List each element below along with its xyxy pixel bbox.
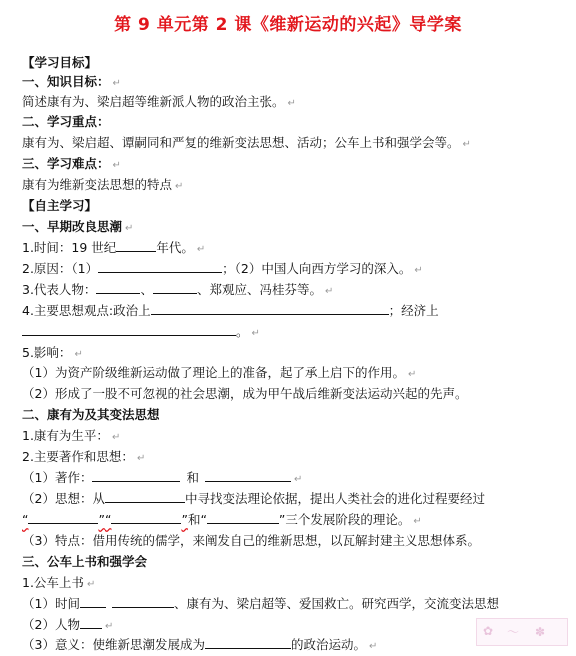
fill-blank[interactable] (80, 595, 106, 608)
paragraph-mark: ↵ (462, 139, 471, 150)
paragraph-mark: ↵ (293, 474, 303, 485)
prompt-text: （2）思想：从 (22, 491, 105, 506)
prompt-text: 5.影响： (22, 345, 72, 360)
difficulty-heading (22, 155, 121, 175)
body-text: （1）为资产阶级维新运动做了理论上的准备，起了承上启下的作用。 (22, 365, 405, 380)
heading-text: 一、早期改良思潮 (22, 219, 123, 234)
prompt-text: 3.代表人物： (22, 282, 97, 297)
paragraph-mark: ↵ (86, 579, 96, 590)
key-point-heading (22, 113, 110, 131)
fill-blank[interactable] (112, 595, 174, 608)
prompt-text: 2.原因：（1） (22, 261, 99, 276)
three-stages-blanks (22, 512, 188, 527)
kang-heading (22, 406, 160, 424)
q-thought (22, 490, 485, 508)
q-impact (22, 344, 83, 364)
prompt-text: 。 (236, 324, 249, 339)
q-people (22, 281, 333, 301)
fill-blank[interactable] (153, 281, 197, 294)
difficulty-text (22, 176, 183, 196)
prompt-text: ；（2）中国人向西方学习的深入。 (222, 261, 412, 276)
fill-blank[interactable] (98, 260, 222, 273)
page-title: 第 9 单元第 2 课《维新运动的兴起》导学案 (114, 15, 462, 35)
fill-blank[interactable] (105, 490, 185, 503)
prompt-text: 2.主要著作和思想： (22, 449, 134, 464)
q-reason (22, 260, 423, 280)
fill-blank[interactable] (96, 281, 140, 294)
heading-text: 二、学习重点： (22, 114, 110, 129)
fill-blank[interactable] (92, 469, 180, 482)
fill-blank[interactable] (116, 239, 156, 252)
paragraph-mark: ↵ (414, 265, 423, 276)
heading-text: 三、公车上书和强学会 (22, 554, 148, 569)
paragraph-mark: ↵ (287, 98, 296, 109)
watermark-stamp: ✿ 〜 ✽ (476, 618, 568, 646)
body-text: 康有为、梁启超、谭嗣同和严复的维新变法思想、活动；公车上书和强学会等。 (22, 135, 460, 150)
section-self-study (22, 197, 97, 215)
q-gongche-people (22, 616, 113, 636)
body-text: 康有为维新变法思想的特点 (22, 177, 173, 192)
body-text: （2）形成了一股不可忽视的社会思潮，成为甲午战后维新变法运动兴起的先声。 (22, 386, 468, 401)
paragraph-mark: ↵ (125, 223, 134, 234)
fill-blank[interactable] (207, 511, 279, 524)
prompt-text: ”三个发展阶段的理论。 (278, 512, 411, 527)
q-time (22, 239, 205, 259)
prompt-text: 和 (186, 470, 199, 485)
paragraph-mark: ↵ (175, 181, 184, 192)
q-views-cont (22, 323, 260, 343)
prompt-text: 、 (140, 282, 153, 297)
q-gongche-meaning (22, 636, 377, 656)
q-gongche (22, 574, 95, 594)
q-gongche-time (22, 595, 499, 613)
prompt-text: ；经济上 (388, 303, 439, 318)
body-text: （3）特点：借用传统的儒学，来阐发自己的维新思想，以瓦解封建主义思想体系。 (22, 533, 480, 548)
paragraph-mark: ↵ (324, 286, 334, 297)
section-header: 【学习目标】 (22, 55, 98, 70)
prompt-text: ” (181, 512, 188, 527)
paragraph-mark: ↵ (407, 369, 417, 380)
gongche-heading (22, 553, 147, 571)
paragraph-mark: ↵ (112, 160, 121, 171)
prompt-text: 年代。 (156, 240, 194, 255)
fill-blank[interactable] (205, 636, 291, 649)
heading-text: 一、知识目标： (22, 74, 110, 89)
paragraph-mark: ↵ (413, 516, 422, 527)
prompt-text: 1.时间：19 世纪 (22, 240, 117, 255)
prompt-text: 、郑观应、冯桂芬等。 (196, 282, 322, 297)
fill-blank[interactable] (28, 511, 98, 524)
section-learning-goals (22, 54, 97, 72)
prompt-text: 的政治运动。 (290, 637, 366, 652)
impact-2 (22, 385, 467, 403)
fill-blank[interactable] (22, 323, 236, 336)
q-works-books (22, 469, 302, 489)
fill-blank[interactable] (80, 616, 102, 629)
q-views (22, 302, 439, 320)
fill-blank[interactable] (151, 302, 389, 315)
fill-blank[interactable] (205, 469, 291, 482)
knowledge-goal-heading (22, 73, 121, 93)
prompt-text: 、康有为、梁启超等、爱国救亡。研究西学，交流变法思想 (173, 596, 499, 611)
q-thought-stages (22, 511, 422, 531)
paragraph-mark: ↵ (368, 641, 378, 652)
paragraph-mark: ↵ (196, 244, 206, 255)
body-text: 简述康有为、梁启超等维新派人物的政治主张。 (22, 94, 285, 109)
q-works (22, 448, 145, 468)
paragraph-mark: ↵ (74, 349, 83, 360)
early-reform-heading (22, 218, 133, 238)
prompt-text: 1.公车上书 (22, 575, 84, 590)
paragraph-mark: ↵ (111, 432, 121, 443)
fill-blank[interactable] (111, 511, 181, 524)
paragraph-mark: ↵ (104, 621, 114, 632)
section-header: 【自主学习】 (22, 198, 98, 213)
paragraph-mark: ↵ (136, 453, 146, 464)
q-feature (22, 532, 480, 550)
prompt-text: “ (22, 512, 29, 527)
q-bio (22, 427, 120, 447)
prompt-text: 4.主要思想观点:政治上 (22, 303, 151, 318)
prompt-text: （3）意义：使维新思潮发展成为 (22, 637, 205, 652)
heading-text: 二、康有为及其变法思想 (22, 407, 160, 422)
prompt-text: （1）著作： (22, 470, 93, 485)
prompt-text: 和“ (187, 512, 207, 527)
paragraph-mark: ↵ (112, 78, 121, 89)
prompt-text: （1）时间 (22, 596, 80, 611)
prompt-text: ” (98, 512, 105, 527)
paragraph-mark: ↵ (251, 328, 260, 339)
prompt-text: 中寻找变法理论依据，提出人类社会的进化过程要经过 (184, 491, 485, 506)
impact-1 (22, 364, 416, 384)
heading-text: 三、学习难点： (22, 156, 110, 171)
prompt-text: 1.康有为生平： (22, 428, 109, 443)
key-point-text (22, 134, 471, 154)
knowledge-goal-text (22, 93, 296, 113)
prompt-text: （2）人物 (22, 617, 80, 632)
prompt-text: “ (104, 512, 112, 527)
